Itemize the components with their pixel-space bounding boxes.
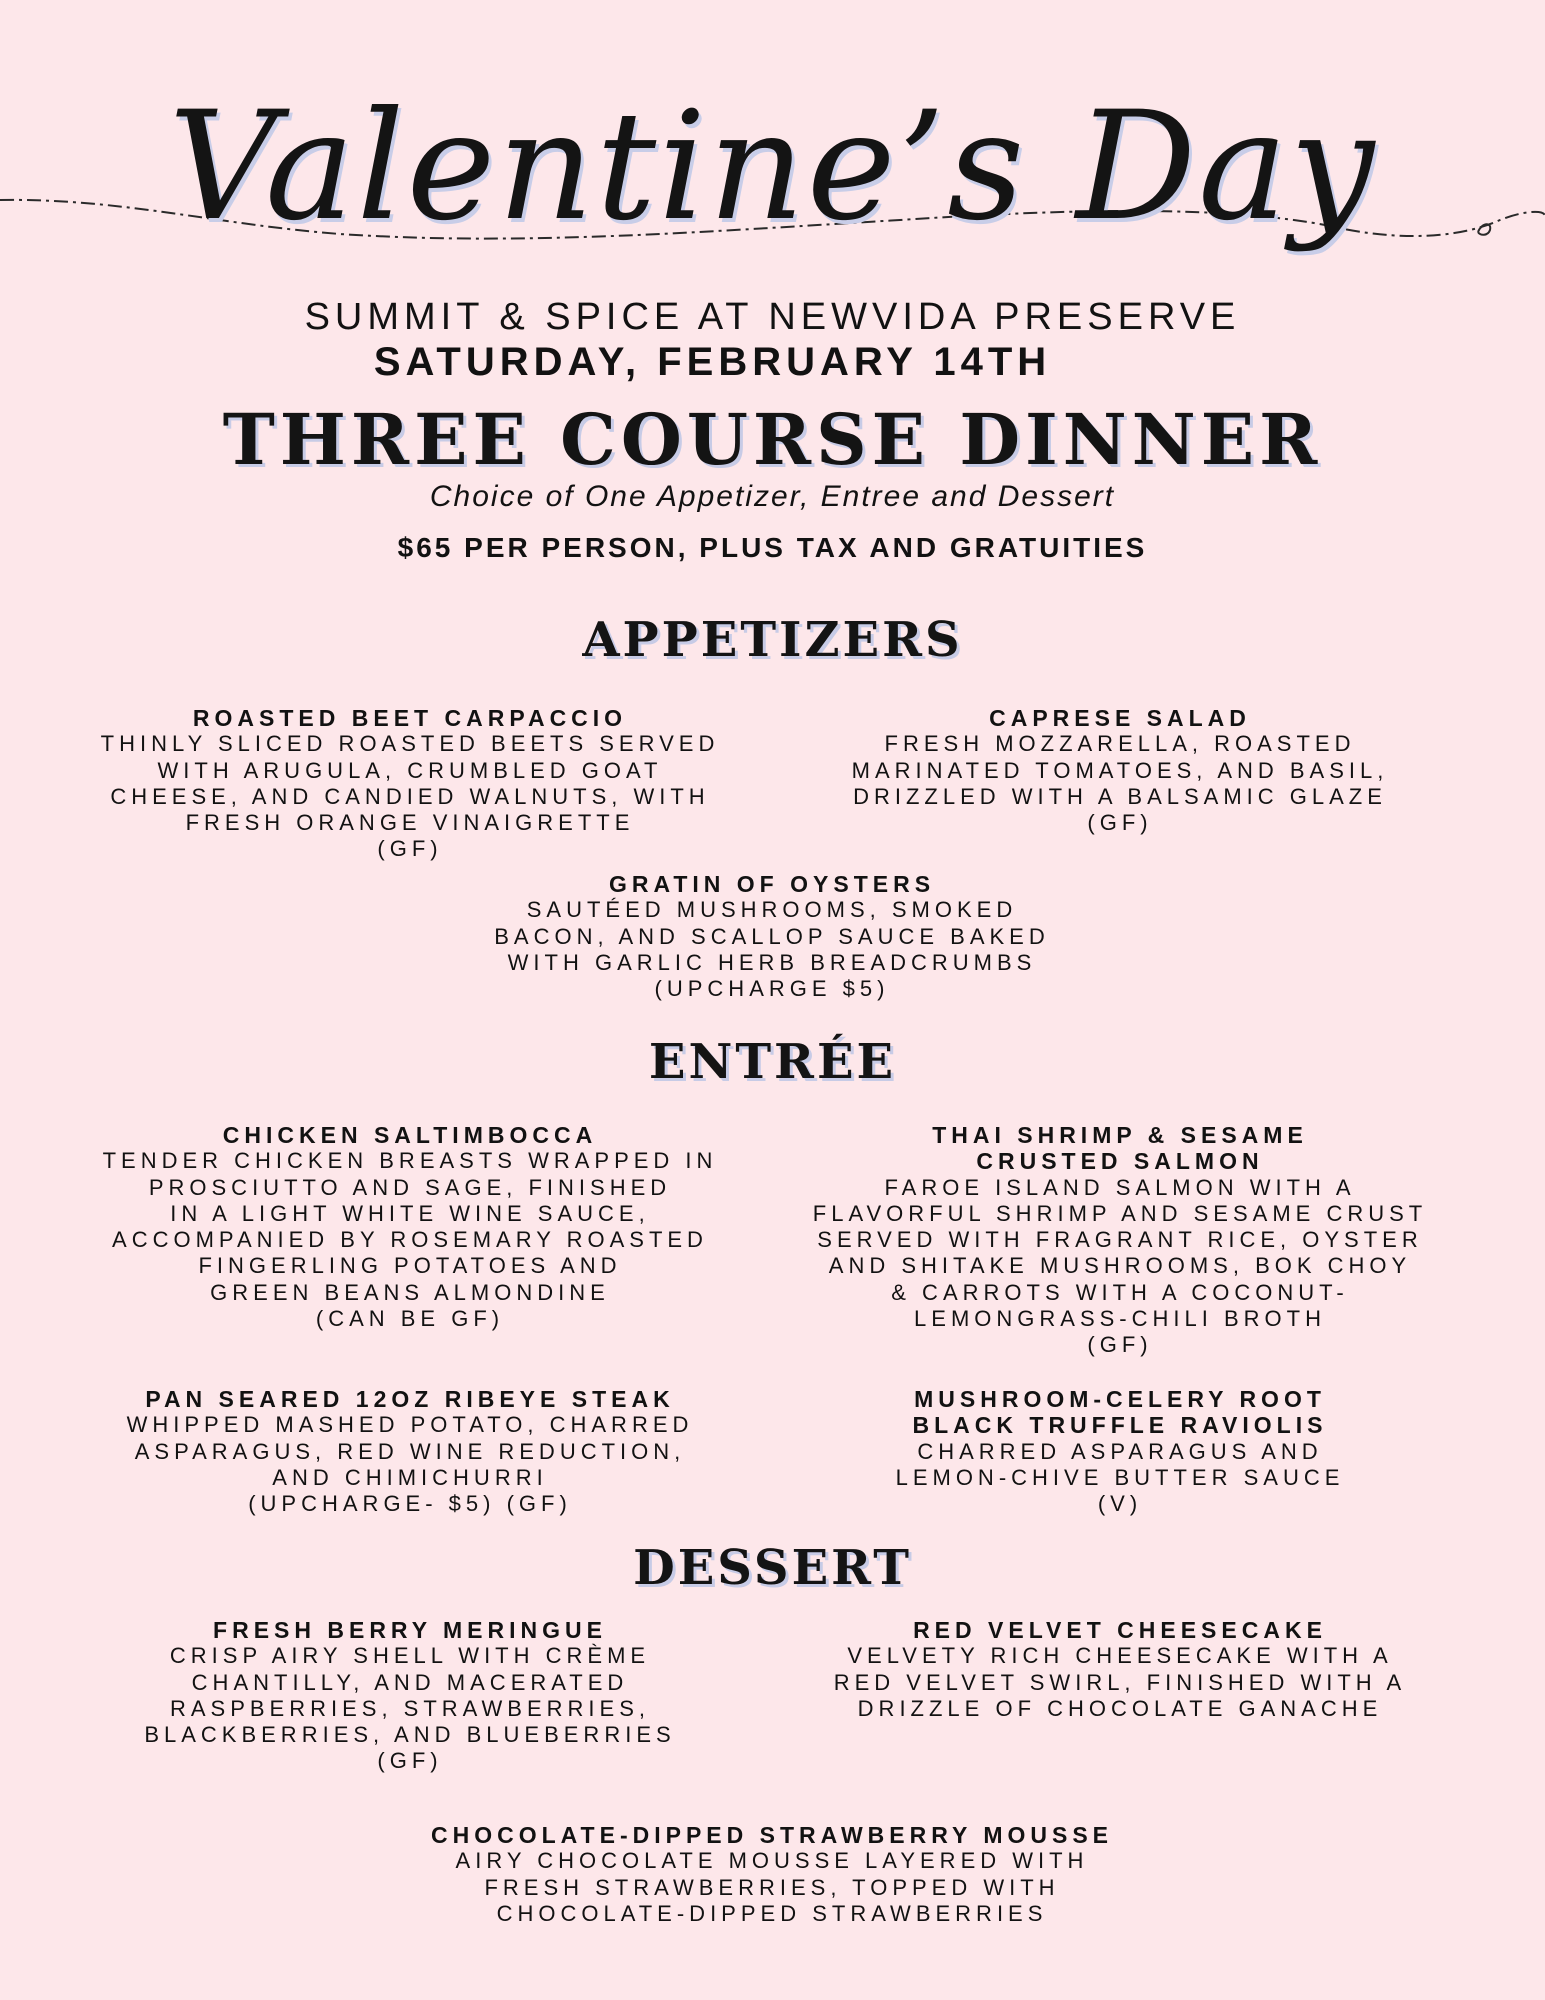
section-title-dessert: DESSERT	[633, 1540, 912, 1596]
dish-description-line: FRESH ORANGE VINAIGRETTE	[185, 810, 635, 836]
menu-item	[770, 1122, 1470, 1359]
dish-upcharge-note: (UPCHARGE- $5) (GF)	[248, 1491, 572, 1517]
dish-name: MUSHROOM-CELERY ROOT	[914, 1386, 1326, 1412]
dish-name: ROASTED BEET CARPACCIO	[192, 705, 628, 731]
menu-item	[60, 1122, 760, 1332]
script-title: Valentine’s Day	[168, 80, 1377, 254]
menu-item	[770, 1386, 1470, 1517]
dish-dietary-note: (GF)	[377, 836, 443, 862]
choice-subtitle: Choice of One Appetizer, Entree and Dessert	[429, 480, 1116, 513]
menu-item	[60, 1617, 760, 1775]
dish-description-line: DRIZZLE OF CHOCOLATE GANACHE	[857, 1695, 1383, 1721]
dish-description-line: DRIZZLED WITH A BALSAMIC GLAZE	[853, 783, 1387, 809]
dish-description-line: PROSCIUTTO AND SAGE, FINISHED	[148, 1174, 672, 1200]
dish-name: CHICKEN SALTIMBOCCA	[222, 1122, 598, 1148]
dish-description-line: RASPBERRIES, STRAWBERRIES,	[169, 1695, 651, 1721]
course-title: THREE COURSE DINNER	[222, 398, 1323, 481]
menu-item	[770, 1617, 1470, 1722]
dish-description-line: CRISP AIRY SHELL WITH CRÈME	[169, 1643, 651, 1669]
venue-name: SUMMIT & SPICE AT NEWVIDA PRESERVE	[304, 296, 1241, 338]
dish-description-line: CHANTILLY, AND MACERATED	[191, 1669, 629, 1695]
menu-item	[372, 871, 1172, 1002]
event-date: SATURDAY, FEBRUARY 14TH	[373, 340, 1052, 384]
dish-description-line: ACCOMPANIED BY ROSEMARY ROASTED	[112, 1227, 708, 1253]
dish-description-line: WHIPPED MASHED POTATO, CHARRED	[126, 1412, 694, 1438]
dish-upcharge-note: (UPCHARGE $5)	[654, 976, 890, 1002]
dish-description-line: MARINATED TOMATOES, AND BASIL,	[851, 757, 1389, 783]
dish-dietary-note: (GF)	[1087, 810, 1153, 836]
dish-description-line: BLACKBERRIES, AND BLUEBERRIES	[144, 1722, 676, 1748]
dish-description-line: FAROE ISLAND SALMON WITH A	[884, 1174, 1356, 1200]
dish-name: THAI SHRIMP & SESAME	[932, 1122, 1308, 1148]
dish-description-line: TENDER CHICKEN BREASTS WRAPPED IN	[102, 1148, 718, 1174]
dish-description-line: RED VELVET SWIRL, FINISHED WITH A	[833, 1669, 1407, 1695]
menu-item	[60, 705, 760, 863]
menu-item	[770, 705, 1470, 836]
dish-description-line: WITH GARLIC HERB BREADCRUMBS	[507, 949, 1037, 975]
dish-description-line: SERVED WITH FRAGRANT RICE, OYSTER	[817, 1227, 1423, 1253]
dish-description-line: ASPARAGUS, RED WINE REDUCTION,	[134, 1438, 686, 1464]
dish-description-line: LEMONGRASS-CHILI BROTH	[914, 1306, 1326, 1332]
dish-name: RED VELVET CHEESECAKE	[913, 1617, 1327, 1643]
dish-description-line: AIRY CHOCOLATE MOUSSE LAYERED WITH	[455, 1848, 1089, 1874]
dish-description-line: FRESH MOZZARELLA, ROASTED	[884, 731, 1356, 757]
menu-item	[60, 1386, 760, 1517]
dish-dietary-note: (CAN BE GF)	[315, 1306, 505, 1332]
dish-description-line: SAUTÉED MUSHROOMS, SMOKED	[526, 897, 1018, 923]
dish-dietary-note: (V)	[1097, 1491, 1143, 1517]
dish-description-line: VELVETY RICH CHEESECAKE WITH A	[847, 1643, 1393, 1669]
dish-description-line: CHARRED ASPARAGUS AND	[917, 1438, 1323, 1464]
dish-name: FRESH BERRY MERINGUE	[213, 1617, 607, 1643]
dish-description-line: & CARROTS WITH A COCONUT-	[891, 1279, 1349, 1305]
dish-description-line: FRESH STRAWBERRIES, TOPPED WITH	[484, 1874, 1060, 1900]
dish-description-line: CHEESE, AND CANDIED WALNUTS, WITH	[110, 783, 710, 809]
dish-name: CHOCOLATE-DIPPED STRAWBERRY MOUSSE	[431, 1822, 1113, 1848]
menu-item	[372, 1822, 1172, 1927]
section-title-appetizers: APPETIZERS	[582, 612, 963, 668]
script-title-block	[0, 20, 1545, 310]
dish-description-line: CHOCOLATE-DIPPED STRAWBERRIES	[496, 1900, 1048, 1926]
dish-name: CAPRESE SALAD	[989, 705, 1251, 731]
dish-dietary-note: (GF)	[377, 1748, 443, 1774]
dish-name: PAN SEARED 12OZ RIBEYE STEAK	[145, 1386, 675, 1412]
dish-name: GRATIN OF OYSTERS	[608, 871, 936, 897]
dish-description-line: THINLY SLICED ROASTED BEETS SERVED	[100, 731, 720, 757]
dish-description-line: WITH ARUGULA, CRUMBLED GOAT	[157, 757, 663, 783]
dish-description-line: IN A LIGHT WHITE WINE SAUCE,	[170, 1200, 650, 1226]
section-title-entree: ENTRÉE	[648, 1034, 897, 1090]
dish-dietary-note: (GF)	[1087, 1332, 1153, 1358]
dish-name-line-2: CRUSTED SALMON	[976, 1148, 1264, 1175]
dish-description-line: GREEN BEANS ALMONDINE	[210, 1279, 610, 1305]
dish-description-line: FINGERLING POTATOES AND	[198, 1253, 622, 1279]
dish-name-line-2: BLACK TRUFFLE RAVIOLIS	[912, 1412, 1328, 1439]
dish-description-line: LEMON-CHIVE BUTTER SAUCE	[895, 1464, 1345, 1490]
dish-description-line: BACON, AND SCALLOP SAUCE BAKED	[494, 923, 1050, 949]
dish-description-line: FLAVORFUL SHRIMP AND SESAME CRUST	[812, 1200, 1428, 1226]
dish-description-line: AND CHIMICHURRI	[272, 1464, 548, 1490]
price-line: $65 PER PERSON, PLUS TAX AND GRATUITIES	[397, 532, 1148, 563]
dish-description-line: AND SHITAKE MUSHROOMS, BOK CHOY	[828, 1253, 1412, 1279]
